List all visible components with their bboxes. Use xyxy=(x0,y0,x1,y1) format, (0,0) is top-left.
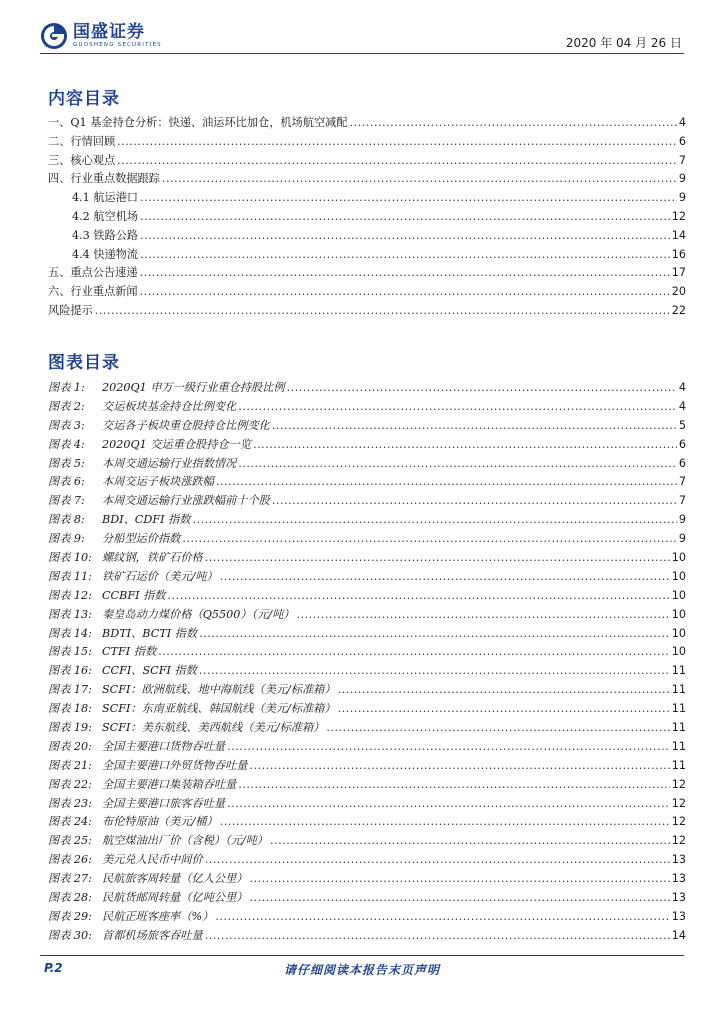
figure-entry[interactable] xyxy=(48,587,686,606)
figure-number: 图表 14: xyxy=(48,626,92,640)
figure-title: 民航货邮周转量（亿吨公里） xyxy=(102,891,248,905)
figure-title: 布伦特原油（美元/桶） xyxy=(102,815,218,829)
toc-leader-dots xyxy=(272,419,677,432)
figure-entry-page: 12 xyxy=(671,777,686,791)
figure-number: 图表 24: xyxy=(48,815,92,829)
toc-leader-dots xyxy=(238,778,669,791)
figure-number: 图表 12: xyxy=(48,588,92,602)
toc-leader-dots xyxy=(117,154,677,167)
figure-entry-page: 6 xyxy=(678,437,686,451)
figure-entry-label xyxy=(48,700,336,716)
figure-entry-label xyxy=(48,455,236,471)
figure-number: 图表 15: xyxy=(48,645,92,659)
toc-leader-dots xyxy=(216,475,677,488)
figure-title: 航空煤油出厂价（含税）（元/吨） xyxy=(102,834,268,848)
footer-divider xyxy=(40,955,684,956)
figure-title: 本周交运子板块涨跌幅 xyxy=(102,475,214,489)
toc-leader-dots xyxy=(238,400,677,413)
figure-entry-label xyxy=(48,851,203,867)
header-divider xyxy=(40,53,684,54)
toc-leader-dots xyxy=(140,191,677,204)
toc-leader-dots xyxy=(287,381,677,394)
figure-entry[interactable] xyxy=(48,625,686,644)
toc-leader-dots xyxy=(253,438,677,451)
logo-text-en: GUOSHENG SECURITIES xyxy=(73,42,162,48)
figure-entry[interactable] xyxy=(48,851,686,870)
figure-entry-page: 6 xyxy=(678,456,686,470)
figure-entry-page: 11 xyxy=(671,721,686,735)
figure-entry[interactable] xyxy=(48,417,686,436)
figure-entry[interactable] xyxy=(48,719,686,738)
figure-entry-label xyxy=(48,795,225,811)
figure-title: 本周交通运输行业指数情况 xyxy=(102,456,237,470)
figure-title: SCFI：欧洲航线、地中海航线（美元/标准箱） xyxy=(102,683,336,697)
toc-entry-label: 4.4 快递物流 xyxy=(72,247,139,261)
figure-entry-label xyxy=(48,776,236,792)
figures-title: 图表目录 xyxy=(48,353,120,373)
figure-entry[interactable] xyxy=(48,662,686,681)
figure-entry-page: 10 xyxy=(671,645,686,659)
toc-entry-label: 风险提示 xyxy=(48,303,93,317)
toc-leader-dots xyxy=(249,759,669,772)
toc-entry[interactable] xyxy=(48,283,686,302)
figure-entry-label xyxy=(48,889,247,905)
toc-entry[interactable] xyxy=(48,208,686,227)
toc-leader-dots xyxy=(140,285,670,298)
figure-number: 图表 25: xyxy=(48,834,92,848)
figure-entry-page: 13 xyxy=(671,891,686,905)
figure-title: 全国主要港口旅客吞吐量 xyxy=(102,796,226,810)
toc-leader-dots xyxy=(167,589,669,602)
figure-number: 图表 23: xyxy=(48,796,92,810)
figure-entry-page: 14 xyxy=(671,928,686,942)
figure-entry[interactable] xyxy=(48,889,686,908)
figure-title: SCFI：东南亚航线、韩国航线（美元/标准箱） xyxy=(102,702,336,716)
figure-title: 全国主要港口集装箱吞吐量 xyxy=(102,777,237,791)
figure-number: 图表 1: xyxy=(48,381,85,394)
toc-leader-dots xyxy=(249,891,669,904)
toc-leader-dots xyxy=(326,721,669,734)
figure-entry[interactable] xyxy=(48,908,686,927)
figure-title: 2020Q1 申万一级行业重仓持股比例 xyxy=(102,381,285,394)
figure-entry-page: 11 xyxy=(671,758,686,772)
toc-entry-page: 6 xyxy=(678,134,686,148)
toc-entry-label: 4.3 铁路公路 xyxy=(72,228,139,242)
figure-entry[interactable] xyxy=(48,776,686,795)
figure-entry-label xyxy=(48,398,236,414)
figure-number: 图表 13: xyxy=(48,607,92,621)
figure-entry-page: 11 xyxy=(671,664,686,678)
figure-number: 图表 30: xyxy=(48,928,92,942)
figure-title: BDTI、BCTI 指数 xyxy=(102,626,198,640)
figure-number: 图表 5: xyxy=(48,456,85,470)
figure-title: 本周交通运输行业涨跌幅前十个股 xyxy=(102,494,270,508)
toc-leader-dots xyxy=(205,551,670,564)
figure-entry[interactable] xyxy=(48,511,686,530)
figure-number: 图表 10: xyxy=(48,551,92,565)
logo-text-cn: 国盛证券 xyxy=(73,22,145,42)
toc-leader-dots xyxy=(95,304,670,317)
figure-number: 图表 26: xyxy=(48,853,92,867)
figure-title: 分船型运价指数 xyxy=(102,532,181,546)
figure-number: 图表 22: xyxy=(48,777,92,791)
figure-entry-label xyxy=(48,738,225,754)
toc-leader-dots xyxy=(270,834,670,847)
figure-number: 图表 3: xyxy=(48,418,85,432)
figure-entry-label xyxy=(48,813,218,829)
toc-leader-dots xyxy=(220,570,670,583)
figure-number: 图表 11: xyxy=(48,569,92,583)
toc-leader-dots xyxy=(215,910,669,923)
figure-title: CCBFI 指数 xyxy=(102,588,166,602)
figure-number: 图表 20: xyxy=(48,739,92,753)
figure-entry[interactable] xyxy=(48,681,686,700)
figure-entry-page: 13 xyxy=(671,853,686,867)
figure-number: 图表 21: xyxy=(48,758,92,772)
figure-number: 图表 9: xyxy=(48,532,85,546)
figure-entry[interactable] xyxy=(48,643,686,662)
figure-entry[interactable] xyxy=(48,757,686,776)
figure-entry-page: 5 xyxy=(678,418,686,432)
figure-entry[interactable] xyxy=(48,870,686,889)
figure-number: 图表 6: xyxy=(48,475,85,489)
figure-title: 全国主要港口外贸货物吞吐量 xyxy=(102,758,248,772)
figure-title: 交运板块基金持仓比例变化 xyxy=(102,399,237,413)
figure-entry-label xyxy=(48,643,156,659)
toc-entry[interactable] xyxy=(48,152,686,171)
figure-number: 图表 19: xyxy=(48,721,92,735)
toc-leader-dots xyxy=(140,266,670,279)
toc-leader-dots xyxy=(199,627,670,640)
figure-title: 民航旅客周转量（亿人公里） xyxy=(102,872,248,886)
figure-entry-label xyxy=(48,870,247,886)
toc-leader-dots xyxy=(192,513,676,526)
figure-entry[interactable] xyxy=(48,455,686,474)
figure-title: 美元兑人民币中间价 xyxy=(102,853,203,867)
toc-entry-page: 20 xyxy=(671,285,686,299)
figure-entry-page: 13 xyxy=(671,909,686,923)
toc-entry-page: 9 xyxy=(678,172,686,186)
figure-entry-page: 13 xyxy=(671,872,686,886)
figure-title: 全国主要港口货物吞吐量 xyxy=(102,739,226,753)
figure-entry[interactable] xyxy=(48,832,686,851)
figure-entry-page: 10 xyxy=(671,607,686,621)
figure-entry[interactable] xyxy=(48,398,686,417)
figure-title: 秦皇岛动力煤价格（Q5500）（元/吨） xyxy=(102,607,295,621)
figure-entry-label xyxy=(48,511,190,527)
figure-entry[interactable] xyxy=(48,795,686,814)
toc-leader-dots xyxy=(205,929,670,942)
figure-entry-label xyxy=(48,606,294,622)
figure-entry-label xyxy=(48,927,203,943)
toc-title: 内容目录 xyxy=(48,89,120,109)
figure-title: BDI、CDFI 指数 xyxy=(102,513,191,527)
toc-entry-label: 三、核心观点 xyxy=(48,153,116,167)
figure-title: 螺纹钢，铁矿石价格 xyxy=(102,551,203,565)
figure-entry-page: 12 xyxy=(671,796,686,810)
toc-entry[interactable] xyxy=(48,302,686,321)
toc-leader-dots xyxy=(249,872,669,885)
toc-entry[interactable] xyxy=(48,170,686,189)
figure-entry-page: 12 xyxy=(671,815,686,829)
figure-entry-page: 4 xyxy=(678,399,686,413)
figure-entry-label xyxy=(48,473,214,489)
figure-title: 交运各子板块重仓股持仓比例变化 xyxy=(102,418,270,432)
figure-number: 图表 7: xyxy=(48,494,85,508)
toc-entry-label: 五、重点公告速递 xyxy=(48,266,138,280)
figure-number: 图表 18: xyxy=(48,702,92,716)
toc-entry-label: 二、行情回顾 xyxy=(48,134,116,148)
figure-entry-page: 10 xyxy=(671,551,686,565)
figure-entry-label xyxy=(48,530,180,546)
toc-leader-dots xyxy=(238,457,677,470)
figure-entry[interactable] xyxy=(48,813,686,832)
toc-leader-dots xyxy=(140,210,670,223)
toc-leader-dots xyxy=(117,135,677,148)
figure-number: 图表 2: xyxy=(48,399,85,413)
figure-entry-label xyxy=(48,625,197,641)
figure-entry-label xyxy=(48,757,247,773)
disclaimer-note: 请仔细阅读本报告末页声明 xyxy=(283,963,440,977)
toc-leader-dots xyxy=(140,248,670,261)
page-number: P.2 xyxy=(44,961,63,975)
toc-entry-page: 14 xyxy=(671,228,686,242)
figure-entry[interactable] xyxy=(48,700,686,719)
toc-entry-label: 四、行业重点数据跟踪 xyxy=(48,172,160,186)
toc-entry-page: 22 xyxy=(671,303,686,317)
figure-entry-label xyxy=(48,681,336,697)
toc-entry-page: 17 xyxy=(671,266,686,280)
figures-list xyxy=(48,379,686,946)
figure-title: 民航正班客座率（%） xyxy=(102,909,214,923)
figure-entry-page: 10 xyxy=(671,626,686,640)
toc-leader-dots xyxy=(205,853,670,866)
toc-leader-dots xyxy=(199,664,670,677)
figure-entry[interactable] xyxy=(48,492,686,511)
figure-number: 图表 4: xyxy=(48,437,85,451)
toc-entry-label: 一、Q1 基金持仓分析：快递、油运环比加仓，机场航空减配 xyxy=(48,116,348,129)
figure-title: 2020Q1 交运重仓股持仓一览 xyxy=(102,437,252,451)
figure-entry[interactable] xyxy=(48,606,686,625)
figure-entry[interactable] xyxy=(48,436,686,455)
figure-title: 首都机场旅客吞吐量 xyxy=(102,928,203,942)
figure-entry-label xyxy=(48,417,270,433)
figure-number: 图表 17: xyxy=(48,683,92,697)
figure-title: CTFI 指数 xyxy=(102,645,157,659)
toc-entry[interactable] xyxy=(48,133,686,152)
figure-number: 图表 16: xyxy=(48,664,92,678)
toc-leader-dots xyxy=(350,116,677,129)
logo-emblem-icon xyxy=(40,22,68,50)
figure-entry-page: 11 xyxy=(671,683,686,697)
toc-entry-page: 7 xyxy=(678,153,686,167)
toc-list xyxy=(48,114,686,321)
toc-entry-page: 9 xyxy=(678,191,686,205)
figure-entry-label xyxy=(48,662,197,678)
toc-entry[interactable] xyxy=(48,114,686,133)
toc-entry-label: 4.1 航运港口 xyxy=(72,191,139,205)
figure-entry-page: 9 xyxy=(678,532,686,546)
figure-entry-label xyxy=(48,549,203,565)
toc-leader-dots xyxy=(140,229,670,242)
toc-entry[interactable] xyxy=(48,264,686,283)
toc-entry-label: 六、行业重点新闻 xyxy=(48,285,138,299)
toc-entry-label: 4.2 航空机场 xyxy=(72,209,139,223)
figure-number: 图表 27: xyxy=(48,872,92,886)
toc-leader-dots xyxy=(182,532,677,545)
figure-entry-page: 9 xyxy=(678,513,686,527)
figure-entry-label xyxy=(48,832,268,848)
figure-entry-label xyxy=(48,908,213,924)
figure-entry-page: 12 xyxy=(671,834,686,848)
figure-entry-label xyxy=(48,587,165,603)
figure-title: SCFI：美东航线、美西航线（美元/标准箱） xyxy=(102,721,325,735)
figure-entry[interactable] xyxy=(48,530,686,549)
toc-leader-dots xyxy=(162,172,677,185)
toc-leader-dots xyxy=(220,815,670,828)
figure-entry-label xyxy=(48,568,218,584)
figure-number: 图表 8: xyxy=(48,513,85,527)
figure-entry[interactable] xyxy=(48,379,686,398)
figure-entry-page: 10 xyxy=(671,588,686,602)
toc-leader-dots xyxy=(158,645,670,658)
toc-leader-dots xyxy=(227,797,670,810)
figure-entry-page: 4 xyxy=(678,381,686,394)
figure-title: 铁矿石运价（美元/吨） xyxy=(102,569,218,583)
figure-entry-label xyxy=(48,719,324,735)
toc-leader-dots xyxy=(296,608,669,621)
toc-leader-dots xyxy=(272,494,677,507)
figure-entry[interactable] xyxy=(48,927,686,946)
toc-leader-dots xyxy=(227,740,670,753)
figure-entry[interactable] xyxy=(48,549,686,568)
figure-number: 图表 29: xyxy=(48,909,92,923)
figure-number: 图表 28: xyxy=(48,891,92,905)
toc-entry[interactable] xyxy=(48,189,686,208)
toc-entry-page: 12 xyxy=(671,209,686,223)
figure-entry-page: 10 xyxy=(671,569,686,583)
figure-entry[interactable] xyxy=(48,473,686,492)
report-date: 2020 年 04 月 26 日 xyxy=(565,36,682,50)
toc-leader-dots xyxy=(338,683,670,696)
figure-entry-page: 11 xyxy=(671,739,686,753)
toc-entry[interactable] xyxy=(48,246,686,265)
toc-entry-page: 16 xyxy=(671,247,686,261)
toc-leader-dots xyxy=(338,702,670,715)
figure-entry-page: 7 xyxy=(678,475,686,489)
figure-entry-page: 7 xyxy=(678,494,686,508)
figure-entry-label xyxy=(48,436,251,452)
figure-title: CCFI、SCFI 指数 xyxy=(102,664,197,678)
figure-entry-label xyxy=(48,492,270,508)
figure-entry-label xyxy=(48,379,285,395)
company-logo xyxy=(40,22,162,50)
figure-entry[interactable] xyxy=(48,738,686,757)
toc-entry-page: 4 xyxy=(678,116,686,129)
figure-entry[interactable] xyxy=(48,568,686,587)
figure-entry-page: 11 xyxy=(671,702,686,716)
toc-entry[interactable] xyxy=(48,227,686,246)
page-header xyxy=(0,0,724,58)
